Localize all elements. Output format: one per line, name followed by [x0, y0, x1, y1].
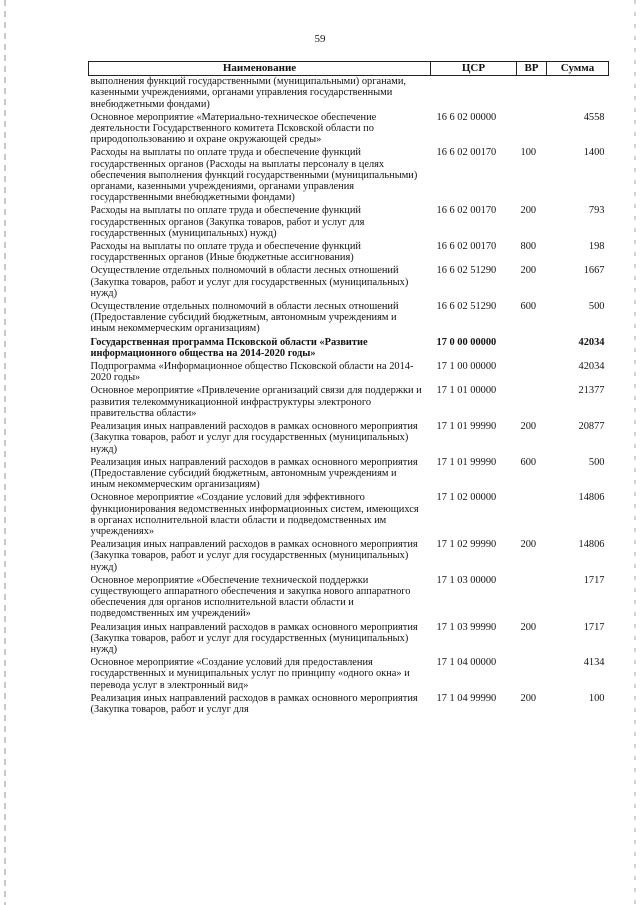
cell-code: 16 6 02 51290 — [436, 301, 497, 313]
cell-sum: 1667 — [583, 265, 605, 277]
header-name: Наименование — [89, 62, 431, 76]
cell-code: 16 6 02 00000 — [436, 111, 497, 123]
cell-name: Реализация иных направлений расходов в рамках основного мероприятия (Закупка товаров, работ и услуг для государственных (муниципальных) нужд) — [90, 621, 418, 655]
cell-vr — [517, 112, 547, 148]
cell-sum — [547, 76, 609, 112]
cell-name: Основное мероприятие «Создание условий для эффективного функционирования ведомственных информационных систем, имеющихся в органах исполнительной власти области и подведомственных им учреждениях» — [90, 492, 419, 537]
page-number: 59 — [314, 33, 326, 45]
cell-name: Реализация иных направлений расходов в рамках основного мероприятия (Закупка товаров, работ и услуг для государственных (муниципальных) нужд) — [90, 421, 418, 455]
budget-table — [88, 61, 609, 717]
cell-vr: 800 — [520, 241, 537, 253]
cell-sum: 500 — [588, 456, 605, 468]
cell-sum: 14806 — [578, 539, 605, 551]
cell-name: Расходы на выплаты по оплате труда и обеспечение функций государственных органов (Иные бюджетные ассигнования) — [90, 241, 361, 264]
cell-sum: 42034 — [578, 336, 605, 348]
scan-edge-right — [634, 0, 636, 905]
cell-vr — [517, 337, 547, 361]
cell-code: 16 6 02 00170 — [436, 241, 497, 253]
table-row — [89, 301, 609, 337]
cell-sum: 198 — [588, 241, 605, 253]
cell-code: 16 6 02 00170 — [436, 205, 497, 217]
table-row — [89, 622, 609, 658]
table-row — [89, 76, 609, 112]
cell-sum: 20877 — [578, 421, 605, 433]
cell-code: 17 1 04 00000 — [436, 657, 497, 669]
header-sum: Сумма — [547, 62, 609, 76]
table-row — [89, 147, 609, 205]
cell-name: Реализация иных направлений расходов в рамках основного мероприятия (Закупка товаров, работ и услуг для государственных (муниципальных) нужд) — [90, 539, 418, 573]
cell-sum: 21377 — [578, 385, 605, 397]
cell-vr: 600 — [520, 301, 537, 313]
cell-code: 17 1 00 00000 — [436, 361, 497, 373]
header-vr: ВР — [517, 62, 547, 76]
cell-code: 17 1 04 99990 — [436, 692, 497, 704]
cell-name: Основное мероприятие «Привлечение организаций связи для поддержки и развития телекоммуникационной инфраструктуры электроного правительства области» — [90, 385, 422, 419]
cell-vr — [517, 76, 547, 112]
cell-name: Государственная программа Псковской области «Развитие информационного общества на 2014-2020 годы» — [90, 336, 368, 359]
cell-sum: 1717 — [583, 621, 605, 633]
cell-name: выполнения функций государственными (муниципальными) органами, казенными учреждениями, органами управления государственными внебюджетными фондами) — [90, 76, 406, 110]
cell-sum: 1717 — [583, 574, 605, 586]
cell-vr — [517, 361, 547, 385]
cell-code: 17 1 03 99990 — [436, 621, 497, 633]
table-body — [89, 76, 609, 717]
cell-vr: 600 — [520, 456, 537, 468]
cell-vr — [517, 385, 547, 421]
table-row — [89, 575, 609, 622]
table-row — [89, 385, 609, 421]
table-row — [89, 112, 609, 148]
table-row — [89, 361, 609, 385]
cell-code — [431, 76, 517, 112]
cell-name: Осуществление отдельных полномочий в области лесных отношений (Закупка товаров, работ и услуг для государственных (муниципальных) нужд) — [90, 265, 409, 299]
table-row — [89, 421, 609, 457]
cell-vr: 100 — [520, 147, 537, 159]
cell-code: 17 1 01 99990 — [436, 456, 497, 468]
table-row — [89, 205, 609, 241]
cell-code: 17 1 03 00000 — [436, 574, 497, 586]
table-row — [89, 337, 609, 361]
cell-name: Реализация иных направлений расходов в рамках основного мероприятия (Закупка товаров, работ и услуг для — [90, 692, 418, 715]
cell-name: Осуществление отдельных полномочий в области лесных отношений (Предоставление субсидий бюджетным, автономным учреждениям и иным некоммерческим организациям) — [90, 301, 399, 335]
cell-code: 17 1 02 00000 — [436, 492, 497, 504]
cell-vr: 200 — [520, 205, 537, 217]
cell-code: 17 1 02 99990 — [436, 539, 497, 551]
cell-sum: 793 — [588, 205, 605, 217]
cell-name: Основное мероприятие «Обеспечение технической поддержки существующего аппаратного обеспечения и закупка нового аппаратного обеспечения для органов исполнительной власти области и подведомственных им учреждений» — [90, 574, 411, 620]
cell-name: Расходы на выплаты по оплате труда и обеспечение функций государственных органов (Закупка товаров, работ и услуг для государственных (муниципальных) нужд) — [90, 205, 365, 239]
cell-sum: 14806 — [578, 492, 605, 504]
cell-vr — [517, 657, 547, 693]
cell-vr — [517, 492, 547, 539]
table-row — [89, 657, 609, 693]
table-row — [89, 457, 609, 493]
cell-name: Основное мероприятие «Материально-техническое обеспечение деятельности Государственного комитета Псковской области по природопользованию и охране окружающей среды» — [90, 111, 377, 146]
cell-vr: 200 — [520, 621, 537, 633]
cell-sum: 100 — [588, 692, 605, 704]
cell-sum: 4558 — [583, 111, 605, 123]
cell-vr: 200 — [520, 692, 537, 704]
scan-edge-left — [4, 0, 6, 905]
cell-code: 17 1 01 99990 — [436, 421, 497, 433]
cell-name: Подпрограмма «Информационное общество Псковской области на 2014-2020 годы» — [90, 361, 414, 384]
cell-vr: 200 — [520, 265, 537, 277]
table-header-row — [89, 62, 609, 76]
cell-sum: 500 — [588, 301, 605, 313]
table-row — [89, 693, 609, 717]
table-row — [89, 241, 609, 265]
cell-name: Расходы на выплаты по оплате труда и обеспечение функций государственных органов (Расходы на выплаты персоналу в целях обеспечения выполнения функций государственными (муниципальными) органами, казенными учреждениями, органами управления государственными внебюджетными фондами) — [90, 147, 418, 204]
cell-vr: 200 — [520, 421, 537, 433]
cell-name: Основное мероприятие «Создание условий для предоставления государственных и муниципальных услуг по принципу «одного окна» и перевода услуг в электронный вид» — [90, 657, 410, 691]
table-row — [89, 265, 609, 301]
cell-code: 17 1 01 00000 — [436, 385, 497, 397]
cell-sum: 42034 — [578, 361, 605, 373]
cell-code: 16 6 02 00170 — [436, 147, 497, 159]
cell-code: 17 0 00 00000 — [436, 336, 497, 348]
table-row — [89, 539, 609, 575]
cell-sum: 1400 — [583, 147, 605, 159]
cell-vr: 200 — [520, 539, 537, 551]
cell-sum: 4134 — [583, 657, 605, 669]
table-row — [89, 492, 609, 539]
cell-code: 16 6 02 51290 — [436, 265, 497, 277]
cell-vr — [517, 575, 547, 622]
cell-name: Реализация иных направлений расходов в рамках основного мероприятия (Предоставление субсидий бюджетным, автономным учреждениям и иным некоммерческим организациям) — [90, 456, 418, 491]
header-code: ЦСР — [431, 62, 517, 76]
